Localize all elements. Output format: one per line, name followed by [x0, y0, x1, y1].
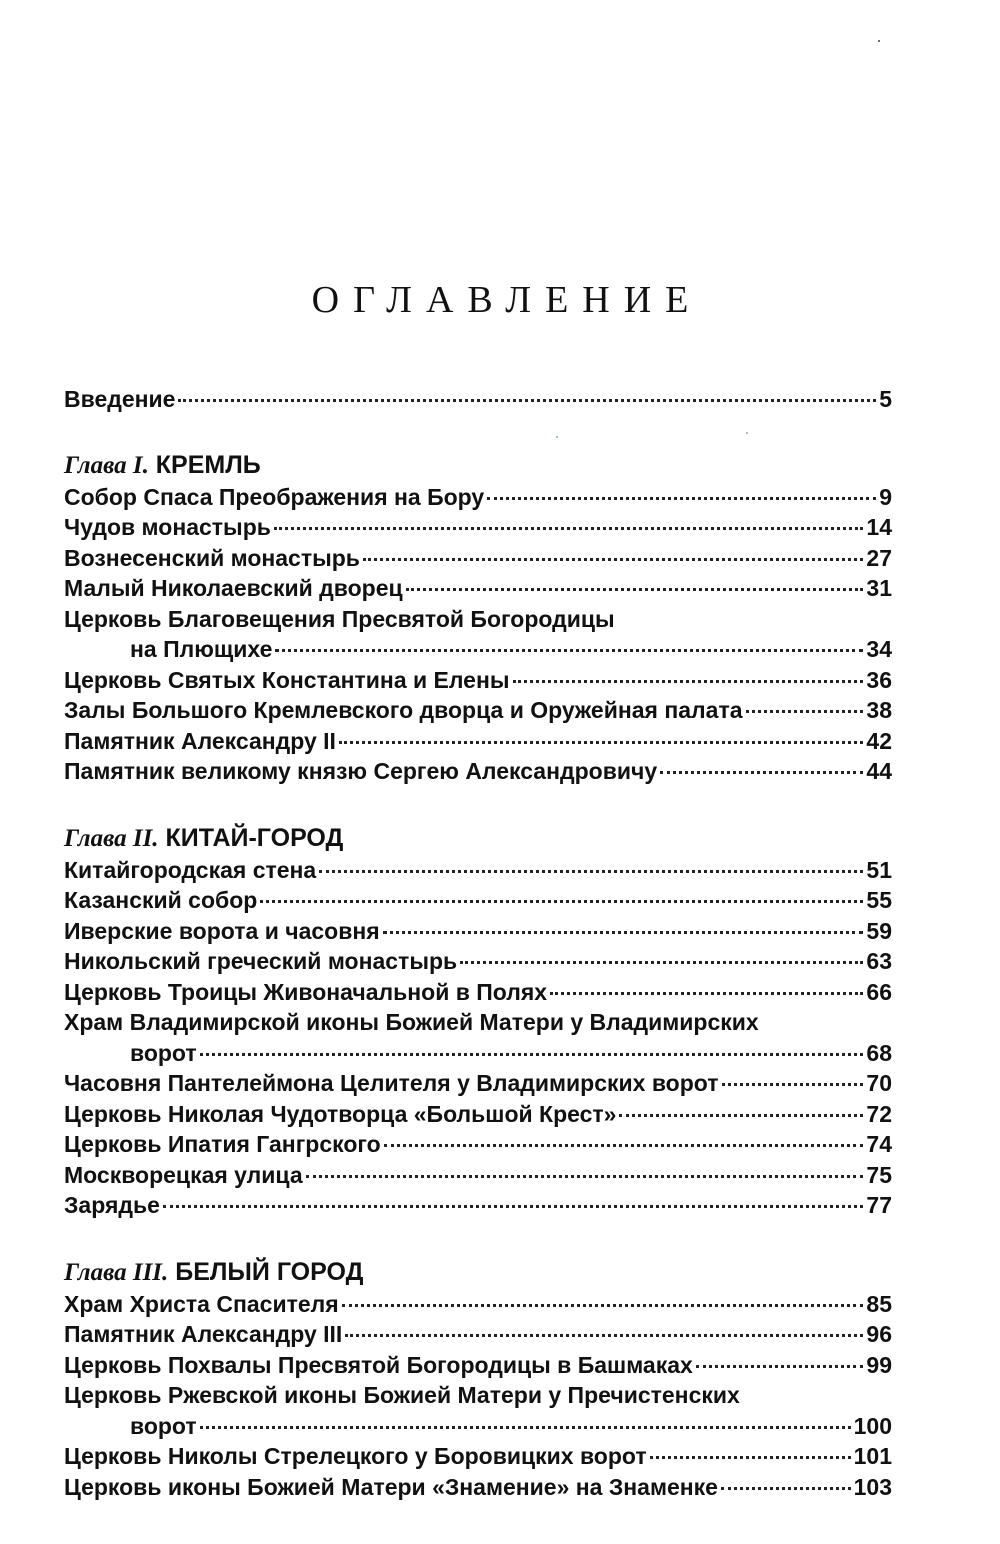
toc-entry-continuation[interactable]	[64, 634, 892, 665]
chapter-heading	[64, 448, 892, 482]
toc-entry-page: 38	[866, 697, 892, 723]
toc-entry-first-line[interactable]	[64, 1007, 892, 1038]
toc-entry[interactable]	[64, 695, 892, 726]
dot-leader	[460, 961, 863, 964]
toc-entry-page: 55	[866, 887, 892, 913]
toc-entry[interactable]	[64, 665, 892, 696]
toc-entry-page: 27	[866, 544, 892, 571]
toc-entry-page: 96	[866, 1321, 892, 1347]
toc-entry-page: 9	[879, 483, 892, 510]
toc-entry[interactable]	[64, 482, 892, 513]
dot-leader	[406, 588, 864, 591]
toc-entry[interactable]	[64, 573, 892, 604]
toc-entry[interactable]	[64, 1289, 892, 1320]
toc-entry-title: Москворецкая улица	[64, 1161, 303, 1188]
dot-leader	[319, 870, 863, 873]
toc-entry[interactable]	[64, 1472, 892, 1503]
dot-leader	[200, 1053, 864, 1056]
toc-entry[interactable]	[64, 543, 892, 574]
toc-entry-title: Введение	[64, 386, 176, 412]
toc-entry[interactable]	[64, 946, 892, 977]
toc-entry[interactable]	[64, 1350, 892, 1381]
chapter-name: БЕЛЫЙ ГОРОД	[175, 1257, 364, 1286]
toc-entry[interactable]	[64, 977, 892, 1008]
chapter-label: Глава III.	[64, 1258, 169, 1286]
dot-leader	[363, 558, 863, 561]
toc-entry-title-cont: ворот	[130, 1412, 197, 1439]
chapter-section	[64, 821, 892, 1221]
toc-entry-title: Зарядье	[64, 1192, 160, 1218]
chapter-heading	[64, 1255, 892, 1289]
chapter-section	[64, 1255, 892, 1503]
toc-entry-continuation[interactable]	[64, 1411, 892, 1442]
toc-entry-title: Церковь Ржевской иконы Божией Матери у Пречистенских	[64, 1382, 740, 1408]
dot-leader	[342, 1304, 864, 1307]
chapter-name: КИТАЙ-ГОРОД	[165, 823, 344, 852]
toc-entry-title-cont: на Плющихе	[130, 636, 273, 662]
dot-leader	[260, 900, 863, 903]
dot-leader	[163, 1205, 864, 1208]
toc-entry-page: 5	[879, 386, 892, 412]
table-of-contents	[64, 384, 892, 1536]
toc-entry-title: Церковь Николая Чудотворца «Большой Крест»	[64, 1100, 617, 1127]
dot-leader	[178, 399, 876, 402]
toc-entry-page: 75	[866, 1161, 892, 1188]
dot-leader	[384, 1144, 864, 1147]
toc-entry-title: Китайгородская стена	[64, 856, 317, 883]
chapter-heading	[64, 821, 892, 855]
toc-entry-page: 36	[866, 666, 892, 693]
dot-leader	[721, 1487, 851, 1490]
toc-entry-title: Собор Спаса Преображения на Бору	[64, 483, 485, 510]
toc-entry-title: Памятник великому князю Сергею Александровичу	[64, 758, 658, 784]
dot-leader	[722, 1083, 864, 1086]
toc-entry-title: Чудов монастырь	[64, 514, 271, 540]
toc-entry[interactable]	[64, 1099, 892, 1130]
toc-entry[interactable]	[64, 916, 892, 947]
toc-entry-page: 31	[866, 575, 892, 601]
toc-entry-title-cont: ворот	[130, 1039, 197, 1066]
toc-entry-title: Памятник Александру III	[64, 1321, 343, 1347]
toc-entry[interactable]	[64, 1441, 892, 1472]
toc-entry-page: 63	[866, 948, 892, 974]
dot-leader	[619, 1114, 863, 1117]
toc-entry[interactable]	[64, 756, 892, 787]
toc-entry[interactable]	[64, 1160, 892, 1191]
toc-entry-page: 103	[853, 1473, 892, 1500]
toc-entry-title: Памятник Александру II	[64, 727, 336, 754]
toc-entry-title: Церковь Благовещения Пресвятой Богородицы	[64, 605, 615, 632]
dot-leader	[660, 771, 863, 774]
toc-entry-continuation[interactable]	[64, 1038, 892, 1069]
toc-entry-page: 100	[853, 1412, 892, 1439]
toc-entry-title: Никольский греческий монастырь	[64, 948, 458, 974]
page-title: ОГЛАВЛЕНИЕ	[311, 279, 703, 321]
toc-entry-first-line[interactable]	[64, 1380, 892, 1411]
toc-entry-page: 59	[866, 917, 892, 944]
toc-entry[interactable]	[64, 855, 892, 886]
toc-entry-page: 72	[866, 1100, 892, 1127]
toc-entry-page: 34	[866, 636, 892, 662]
toc-entry-title: Церковь Николы Стрелецкого у Боровицких ворот	[64, 1443, 647, 1469]
toc-entry-first-line[interactable]	[64, 604, 892, 635]
dot-leader	[696, 1365, 864, 1368]
chapter-label: Глава I.	[64, 451, 149, 479]
toc-entry-page: 85	[866, 1290, 892, 1317]
chapter-name: КРЕМЛЬ	[155, 450, 261, 479]
dot-leader	[274, 527, 864, 530]
dot-leader	[487, 497, 876, 500]
toc-entry-title: Храм Владимирской иконы Божией Матери у Владимирских	[64, 1009, 759, 1035]
dot-leader	[650, 1456, 851, 1459]
toc-entry-title: Малый Николаевский дворец	[64, 575, 403, 601]
toc-entry-title: Церковь Святых Константина и Елены	[64, 666, 510, 693]
toc-entry-title: Храм Христа Спасителя	[64, 1290, 339, 1317]
scan-speck	[878, 40, 880, 42]
toc-entry-title: Часовня Пантелеймона Целителя у Владимирских ворот	[64, 1070, 719, 1096]
toc-entry-page: 14	[866, 514, 892, 540]
dot-leader	[275, 649, 863, 652]
toc-entry-page: 68	[866, 1039, 892, 1066]
toc-entry-page: 51	[866, 856, 892, 883]
chapter-label: Глава II.	[64, 824, 159, 852]
toc-entry-title: Церковь Ипатия Гангрского	[64, 1131, 381, 1157]
toc-entry-page: 66	[866, 978, 892, 1005]
toc-entry-title: Церковь иконы Божией Матери «Знамение» на Знаменке	[64, 1473, 718, 1500]
dot-leader	[746, 710, 864, 713]
toc-entry[interactable]	[64, 1319, 892, 1350]
chapter-section	[64, 448, 892, 787]
toc-entry-page: 70	[866, 1070, 892, 1096]
dot-leader	[383, 931, 864, 934]
toc-entry[interactable]	[64, 726, 892, 757]
toc-entry-title: Церковь Похвалы Пресвятой Богородицы в Башмаках	[64, 1351, 693, 1378]
toc-entry-page: 99	[866, 1351, 892, 1378]
dot-leader	[550, 992, 863, 995]
dot-leader	[200, 1426, 851, 1429]
toc-entry-title: Казанский собор	[64, 887, 258, 913]
toc-entry-title: Залы Большого Кремлевского дворца и Оружейная палата	[64, 697, 743, 723]
toc-entry-page: 74	[866, 1131, 892, 1157]
toc-entry[interactable]	[64, 1190, 892, 1221]
toc-entry-page: 42	[866, 727, 892, 754]
toc-entry-title: Церковь Троицы Живоначальной в Полях	[64, 978, 548, 1005]
toc-entry-page: 101	[853, 1443, 892, 1469]
toc-entry-intro[interactable]	[64, 384, 892, 415]
toc-entry[interactable]	[64, 1129, 892, 1160]
toc-entry-title: Иверские ворота и часовня	[64, 917, 380, 944]
toc-entry-title: Вознесенский монастырь	[64, 544, 360, 571]
toc-entry-page: 44	[866, 758, 892, 784]
chapters-list	[64, 448, 892, 1503]
toc-entry[interactable]	[64, 512, 892, 543]
toc-entry[interactable]	[64, 885, 892, 916]
dot-leader	[513, 680, 864, 683]
dot-leader	[306, 1175, 864, 1178]
toc-entry-page: 77	[866, 1192, 892, 1218]
dot-leader	[339, 741, 863, 744]
dot-leader	[345, 1334, 863, 1337]
toc-entry[interactable]	[64, 1068, 892, 1099]
